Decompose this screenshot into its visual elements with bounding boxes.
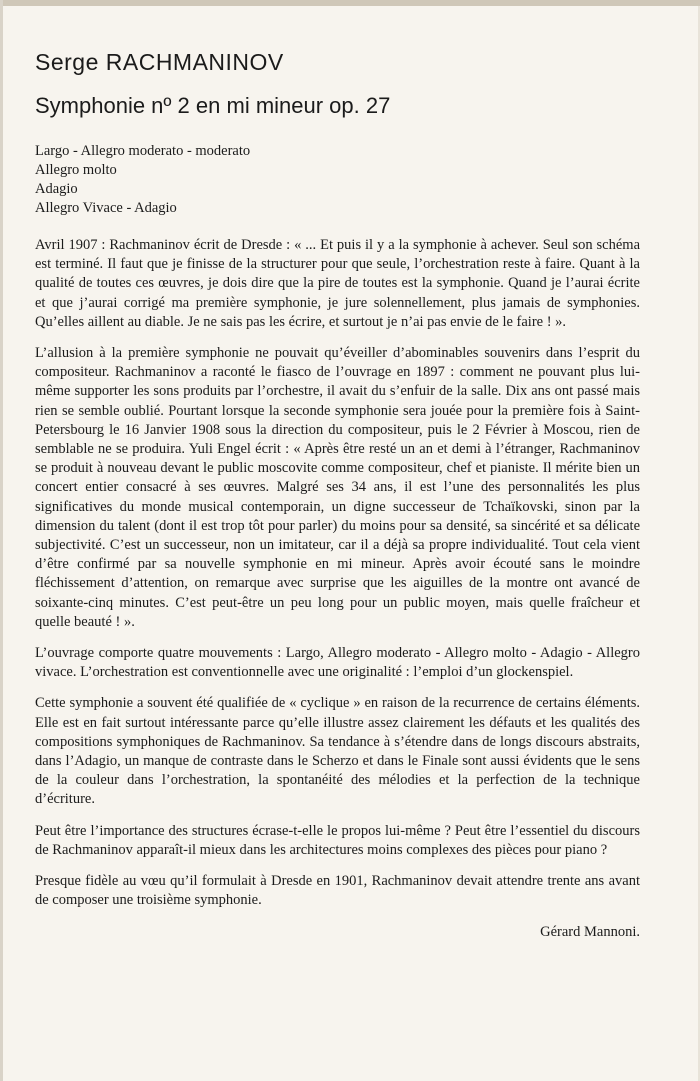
paragraph-letter-quote: Avril 1907 : Rachmaninov écrit de Dresde : « ... Et puis il y a la symphonie à achever. Seul son schéma est terminé. Il faut que je finisse de la structurer pour que seule, l’orchestration reste à faire. Quant à la qualité de toutes ces œuvres, je dois dire que la pire de toutes est la symphonie. Quand je l’aurai écrite et que j’aurai corrigé ma première symphonie, je jure solennellement, plus jamais de symphonies. Qu’elles aillent au diable. Je ne sais pas les écrire, et surtout je n’ai pas envie de le faire ! ». — [35, 237, 640, 330]
document-content — [35, 48, 640, 942]
paragraph-premiere: L’allusion à la première symphonie ne pouvait qu’éveiller d’abominables souvenirs dans l’esprit du compositeur. Rachmaninov a raconté le fiasco de l’ouvrage en 1897 : comment ne pouvant plus lui-même supporter les sons produits par l’orchestre, il avait du s’enfuir de la salle. Dix ans ont passé mais rien se semble oublié. Pourtant lorsque la seconde symphonie sera jouée pour la première fois à Saint-Petersbourg le 16 Janvier 1908 sous la direction du compositeur, puis le 2 Février à Moscou, rien de semblable ne se produira. Yuli Engel écrit : « Après être resté un an et demi à l’étranger, Rachmaninov se produit à nouveau devant le public moscovite comme compositeur, chef et pianiste. Il mérite bien un concert entier consacré à ses œuvres. Malgré ses 34 ans, il est l’une des personnalités les plus significatives du monde musical contemporain, un digne successeur de Tchaïkovski, sinon par la dimension du talent (dont il est trop tôt pour parler) du moins pour sa densité, sa sincérité et sa délicate subjectivité. C’est un successeur, non un imitateur, car il a déjà sa propre individualité. Tout cela vient d’être confirmé par sa nouvelle symphonie en mi mineur. Après avoir écouté sans le moindre fléchissement d’attention, on remarque avec surprise que les aiguilles de la montre ont avancé de soixante-cinq minutes. C’est peut-être un peu long pour un public moyen, mais quelle fraîcheur et quelle beauté ! ». — [35, 345, 640, 630]
paragraph-movements: L’ouvrage comporte quatre mouvements : Largo, Allegro moderato - Allegro molto - Adagio - Allegro vivace. L’orchestration est conventionnelle avec une originalité : l’emploi d’un glockenspiel. — [35, 645, 640, 681]
paragraph-structure: Peut être l’importance des structures écrase-t-elle le propos lui-même ? Peut être l’essentiel du discours de Rachmaninov apparaît-il mieux dans les architectures moins complexes des pièces pour piano ? — [35, 822, 640, 858]
composer-name: Serge RACHMANINOV — [35, 49, 284, 75]
work-title: Symphonie nº 2 en mi mineur op. 27 — [35, 93, 391, 118]
movement-item: Allegro Vivace - Adagio — [35, 200, 177, 216]
page-top-edge — [3, 0, 700, 6]
movement-list — [35, 142, 640, 218]
movement-item: Largo - Allegro moderato - moderato — [35, 143, 251, 159]
author-signature: Gérard Mannoni. — [540, 923, 640, 940]
movement-item: Adagio — [35, 181, 78, 197]
paragraph-third-symphony: Presque fidèle au vœu qu’il formulait à Dresde en 1901, Rachmaninov devait attendre trente ans avant de composer une troisième symphonie. — [35, 873, 640, 909]
movement-item: Allegro molto — [35, 162, 117, 178]
paragraph-cyclic: Cette symphonie a souvent été qualifiée de « cyclique » en raison de la recurrence de certains éléments. Elle est en fait surtout intéressante parce qu’elle illustre assez clairement les défauts et les qualités des compositions symphoniques de Rachmaninov. Sa tendance à s’étendre dans de longs discours abstraits, dans l’Adagio, un manque de contraste dans le Scherzo et dans le Finale sont aussi évidents que le sens de la couleur dans l’orchestration, la spontanéité des mélodies et la perfection de la technique d’écriture. — [35, 695, 640, 808]
